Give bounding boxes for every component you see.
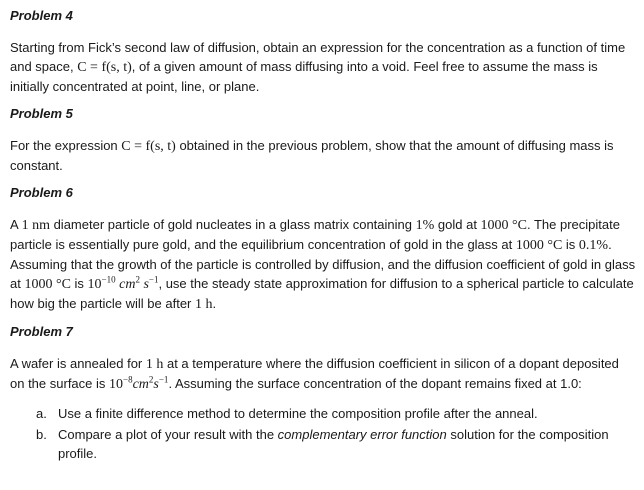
problem-6-text-part: , use the steady state approximation for diffusion to a spherical particle to calculate how big the particle will be after xyxy=(10,276,634,311)
problem-6-text-part: . xyxy=(212,296,217,311)
list-item-text-part: Compare a plot of your result with the xyxy=(58,427,278,442)
problem-5-math-c: C = f(s, t) xyxy=(121,139,176,154)
problem-7-math-time: 1 h xyxy=(145,357,164,372)
problem-6-math-size: 1 nm xyxy=(21,218,50,233)
problem-6-text-part: is xyxy=(70,276,88,291)
problem-6-math-percent: 1% xyxy=(415,218,435,233)
problem-5-text-part: For the expression xyxy=(10,138,122,153)
exp-base: 10 xyxy=(109,377,123,392)
problem-5-text xyxy=(10,136,636,175)
problem-7-text-part: at a temperature where the diffusion coefficient in silicon of a dopant deposited on the surface is xyxy=(10,356,619,391)
problem-4-heading: Problem 4 xyxy=(10,8,73,23)
exponent: −8 xyxy=(123,374,133,385)
problem-7-heading: Problem 7 xyxy=(10,324,73,339)
list-marker: a. xyxy=(36,406,47,421)
list-item-text: Use a finite difference method to determine the composition profile after the anneal. xyxy=(58,406,538,421)
problem-6-math-temp: 1000 °C xyxy=(515,238,563,253)
list-item-text xyxy=(58,427,609,461)
problem-6-text xyxy=(10,215,636,314)
problem-6-math-temp: 1000 °C xyxy=(24,277,71,292)
problem-6-math-percent: 0.1% xyxy=(578,238,609,253)
exponent: 2 xyxy=(148,374,154,385)
problem-4-text-part: Starting from Fick’s second law of diffusion, obtain an expression for the concentration as a function of time and space, xyxy=(10,40,626,74)
problem-6-text-part: gold at xyxy=(434,217,481,232)
problem-6-text-part: A xyxy=(10,217,22,232)
problem-4-text xyxy=(10,38,636,96)
problem-6-text-part: diameter particle of gold nucleates in a glass matrix containing xyxy=(49,217,416,232)
problem-6-heading: Problem 6 xyxy=(10,185,73,200)
unit: s xyxy=(139,277,149,292)
problem-6-text-part: is xyxy=(562,237,579,252)
exponent: −1 xyxy=(148,274,159,285)
document-page xyxy=(10,8,636,465)
list-item-text-part: solution for the composition profile. xyxy=(58,427,609,461)
problem-4-math-c: C = f(s, t) xyxy=(77,60,132,75)
problem-6-text-part: . The precipitate particle is essentially pure gold, and the equilibrium concentration of gold in the glass at xyxy=(10,217,620,252)
problem-7-text xyxy=(10,354,636,394)
problem-7-text-part: . Assuming the surface concentration of the dopant remains fixed at 1.0: xyxy=(168,376,582,391)
exponent: 2 xyxy=(135,274,140,285)
problem-7-text-part: A wafer is annealed for xyxy=(10,356,146,371)
problem-6-math-temp: 1000 °C xyxy=(480,218,527,233)
problem-6-math-time: 1 h xyxy=(194,297,213,312)
exponent: −10 xyxy=(101,274,116,285)
problem-5-heading: Problem 5 xyxy=(10,106,73,121)
problem-6-math-diffusivity xyxy=(87,274,159,292)
list-item xyxy=(10,404,636,423)
list-item xyxy=(10,425,636,463)
list-marker: b. xyxy=(36,427,47,442)
exp-base: 10 xyxy=(87,277,102,292)
unit: cm xyxy=(132,377,149,392)
emphasized-term: complementary error function xyxy=(277,427,447,442)
exponent: −1 xyxy=(158,374,169,385)
problem-7-math-diffusivity xyxy=(109,374,169,392)
problem-6-text-part: . Assuming that the growth of the particle is controlled by diffusion, and the diffusion coefficient of gold in glass at xyxy=(10,237,636,291)
problem-4-text-part: , of a given amount of mass diffusing into a void. Feel free to assume the mass is initially concentrated at point, line, or plane. xyxy=(10,59,598,94)
problem-7-subquestions xyxy=(10,404,636,463)
unit: cm xyxy=(115,277,136,292)
problem-5-text-part: obtained in the previous problem, show that the amount of diffusing mass is constant. xyxy=(10,138,614,173)
unit: s xyxy=(153,377,159,392)
